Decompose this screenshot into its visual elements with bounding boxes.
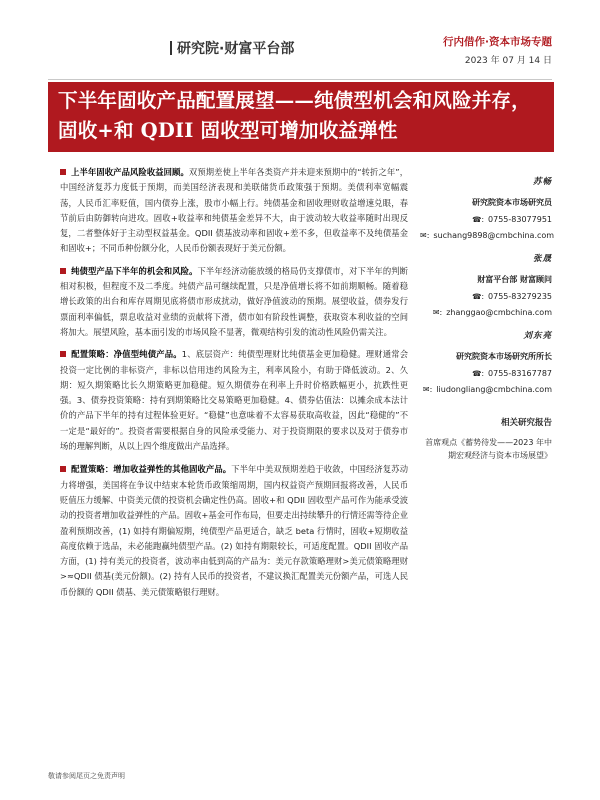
author-card: [420, 175, 555, 240]
report-kind: 行内借作·资本市场专题: [443, 36, 552, 48]
report-title: 下半年固收产品配置展望——纯债型机会和风险并存，固收+和 QDII 固收型可增加收益弹性: [48, 82, 554, 152]
author-phone: [420, 292, 552, 301]
section-lead: 配置策略：增加收益弹性的其他固收产品。: [71, 464, 232, 475]
section-paragraph: [60, 165, 408, 257]
brand-divider: [170, 41, 172, 55]
bullet-square-icon: [60, 268, 66, 274]
author-sidebar: [420, 175, 555, 462]
mail-icon: ✉:: [432, 308, 443, 317]
section-paragraph: [60, 347, 408, 454]
phone-icon: ☎:: [472, 369, 485, 378]
section-text: 下半年中美双预期差趋于收敛，中国经济复苏动力将增强，美国将在争议中结束本轮货币政策缩周期，国内权益资产预期回报将改善，人民币贬值压力缓解、中资美元债的投资机会确定性仍高。固收+和 QDII 固收型产品可作为能承受波动的投资者增加收益弹性的产品。固收+基金可作布局，但要走出持续攀升的行情还需等待企业盈利预期改善，(1) 如持有期偏短期，纯债型产品更适合，缺乏 beta 行情时，固收+短期收益高度依赖于选品，未必能跑赢纯债型产品。(2) 如持有期限较长，可适度配置。QDII 固收产品方面，(1) 持有美元的投资者，波动率由低到高的产品为：美元存款策略理财>美元债策略理财>≈QDII 债基(美元份额)。(2) 持有人民币的投资者，不建议换汇配置美元份额产品，可选人民币份额的 QDII 债基、美元债策略银行理财。: [60, 464, 408, 597]
phone-number: 0755-83279235: [488, 292, 552, 301]
phone-number: 0755-83167787: [488, 369, 552, 378]
header-meta: [443, 34, 552, 66]
bullet-square-icon: [60, 169, 66, 175]
brand-text: 研究院·财富平台部: [177, 41, 295, 57]
email-address[interactable]: liudongliang@cmbchina.com: [436, 385, 552, 394]
related-reports-title: 相关研究报告: [500, 418, 552, 428]
section-text: 1、底层资产：纯债型理财比纯债基金更加稳健。理财通常会投资一定比例的非标资产，非标以信用违约风险为主，利率风险小，有助于降低波动。2、久期：短久期策略比长久期策略更加稳健。短久期债券在利率上升时价格跌幅更小，抗跌性更强。3、债券投资策略：持有到期策略比交易策略更加稳健。4、债券估值法：以摊余成本法计价的产品下半年的持有过程体验更好。“稳健”也意味着不太容易获取高收益，因此“稳健的”不一定是“最好的”。投资者需要根据自身的风险承受能力、对于投资期限的要求以及对于债券市场的理解判断，从以上四个维度做出产品选择。: [60, 349, 408, 452]
author-email[interactable]: [420, 385, 552, 394]
header-brand: [170, 38, 294, 58]
author-email[interactable]: [420, 231, 555, 240]
author-title: 研究院资本市场研究员: [472, 198, 552, 207]
section-paragraph: [60, 462, 408, 600]
bullet-square-icon: [60, 351, 66, 357]
section-lead: 上半年固收产品风险收益回顾。: [71, 167, 189, 177]
disclaimer-note: 敬请参阅尾页之免责声明: [48, 772, 125, 780]
section-lead: 配置策略：净值型纯债产品。: [71, 349, 182, 360]
email-address[interactable]: suchang9898@cmbchina.com: [433, 231, 555, 240]
author-name: 苏畅: [532, 177, 552, 187]
main-body: [60, 165, 408, 606]
author-name: 张晟: [532, 254, 552, 264]
section-text: 双预期差使上半年各类资产并未迎来预期中的“转折之年”，中国经济复苏力度低于预期，而美国经济表现和美联储货币政策强于预期。美债利率宽幅震荡，人民币汇率贬值，国内债券上涨，股市小幅上行。纯债基金和固收理财收益增速兑眼，春节前后由防御转向进攻。固收+收益率和纯债基金差异不大，由于波动较大收益率随时出现反复，二者整体好于主动型权益基金。QDII 债基波动率和固收+差不多，但收益率不及纯债基金和固收+；不同币种份额分化，人民币份额表现好于美元份额。: [60, 167, 408, 254]
mail-icon: ✉:: [420, 231, 430, 240]
phone-icon: ☎:: [472, 215, 485, 224]
author-card: [420, 329, 552, 394]
author-title: 研究院资本市场研究所所长: [456, 352, 552, 361]
author-email[interactable]: [420, 308, 552, 317]
section-paragraph: [60, 264, 408, 340]
section-text: 下半年经济动能放缓的格局仍支撑债市，对下半年的判断相对积极，但程度不及二季度。纯债产品可继续配置，只是净值增长将不如前期顺畅。随着稳增长政策的出台和库存周期见底将债市形成扰动，做好净值波动的预期。展望收益，债券发行票面利率偏低，票息收益对业绩的贡献将下滑，债市如有阶段性调整，获取资本利收益的空间将加大。展望风险，基本面引发的市场风险不显著，微观结构引发的流动性风险仍需关注。: [60, 265, 408, 337]
phone-icon: ☎:: [472, 292, 485, 301]
phone-number: 0755-83077951: [488, 215, 552, 224]
bullet-square-icon: [60, 466, 66, 472]
section-lead: 纯债型产品下半年的机会和风险。: [71, 265, 198, 276]
mail-icon: ✉:: [422, 385, 433, 394]
report-date: 2023 年 07 月 14 日: [464, 56, 552, 66]
email-address[interactable]: zhanggao@cmbchina.com: [446, 308, 552, 317]
related-report-link[interactable]: 首席观点《蓄势待发——2023 年中期宏观经济与资本市场展望》: [425, 438, 552, 460]
header-rule: [48, 79, 552, 80]
author-phone: [420, 369, 552, 378]
author-name: 刘东亮: [523, 331, 552, 341]
author-phone: [420, 215, 552, 224]
author-card: [420, 252, 552, 317]
author-title: 财富平台部 财富顾问: [477, 275, 552, 284]
